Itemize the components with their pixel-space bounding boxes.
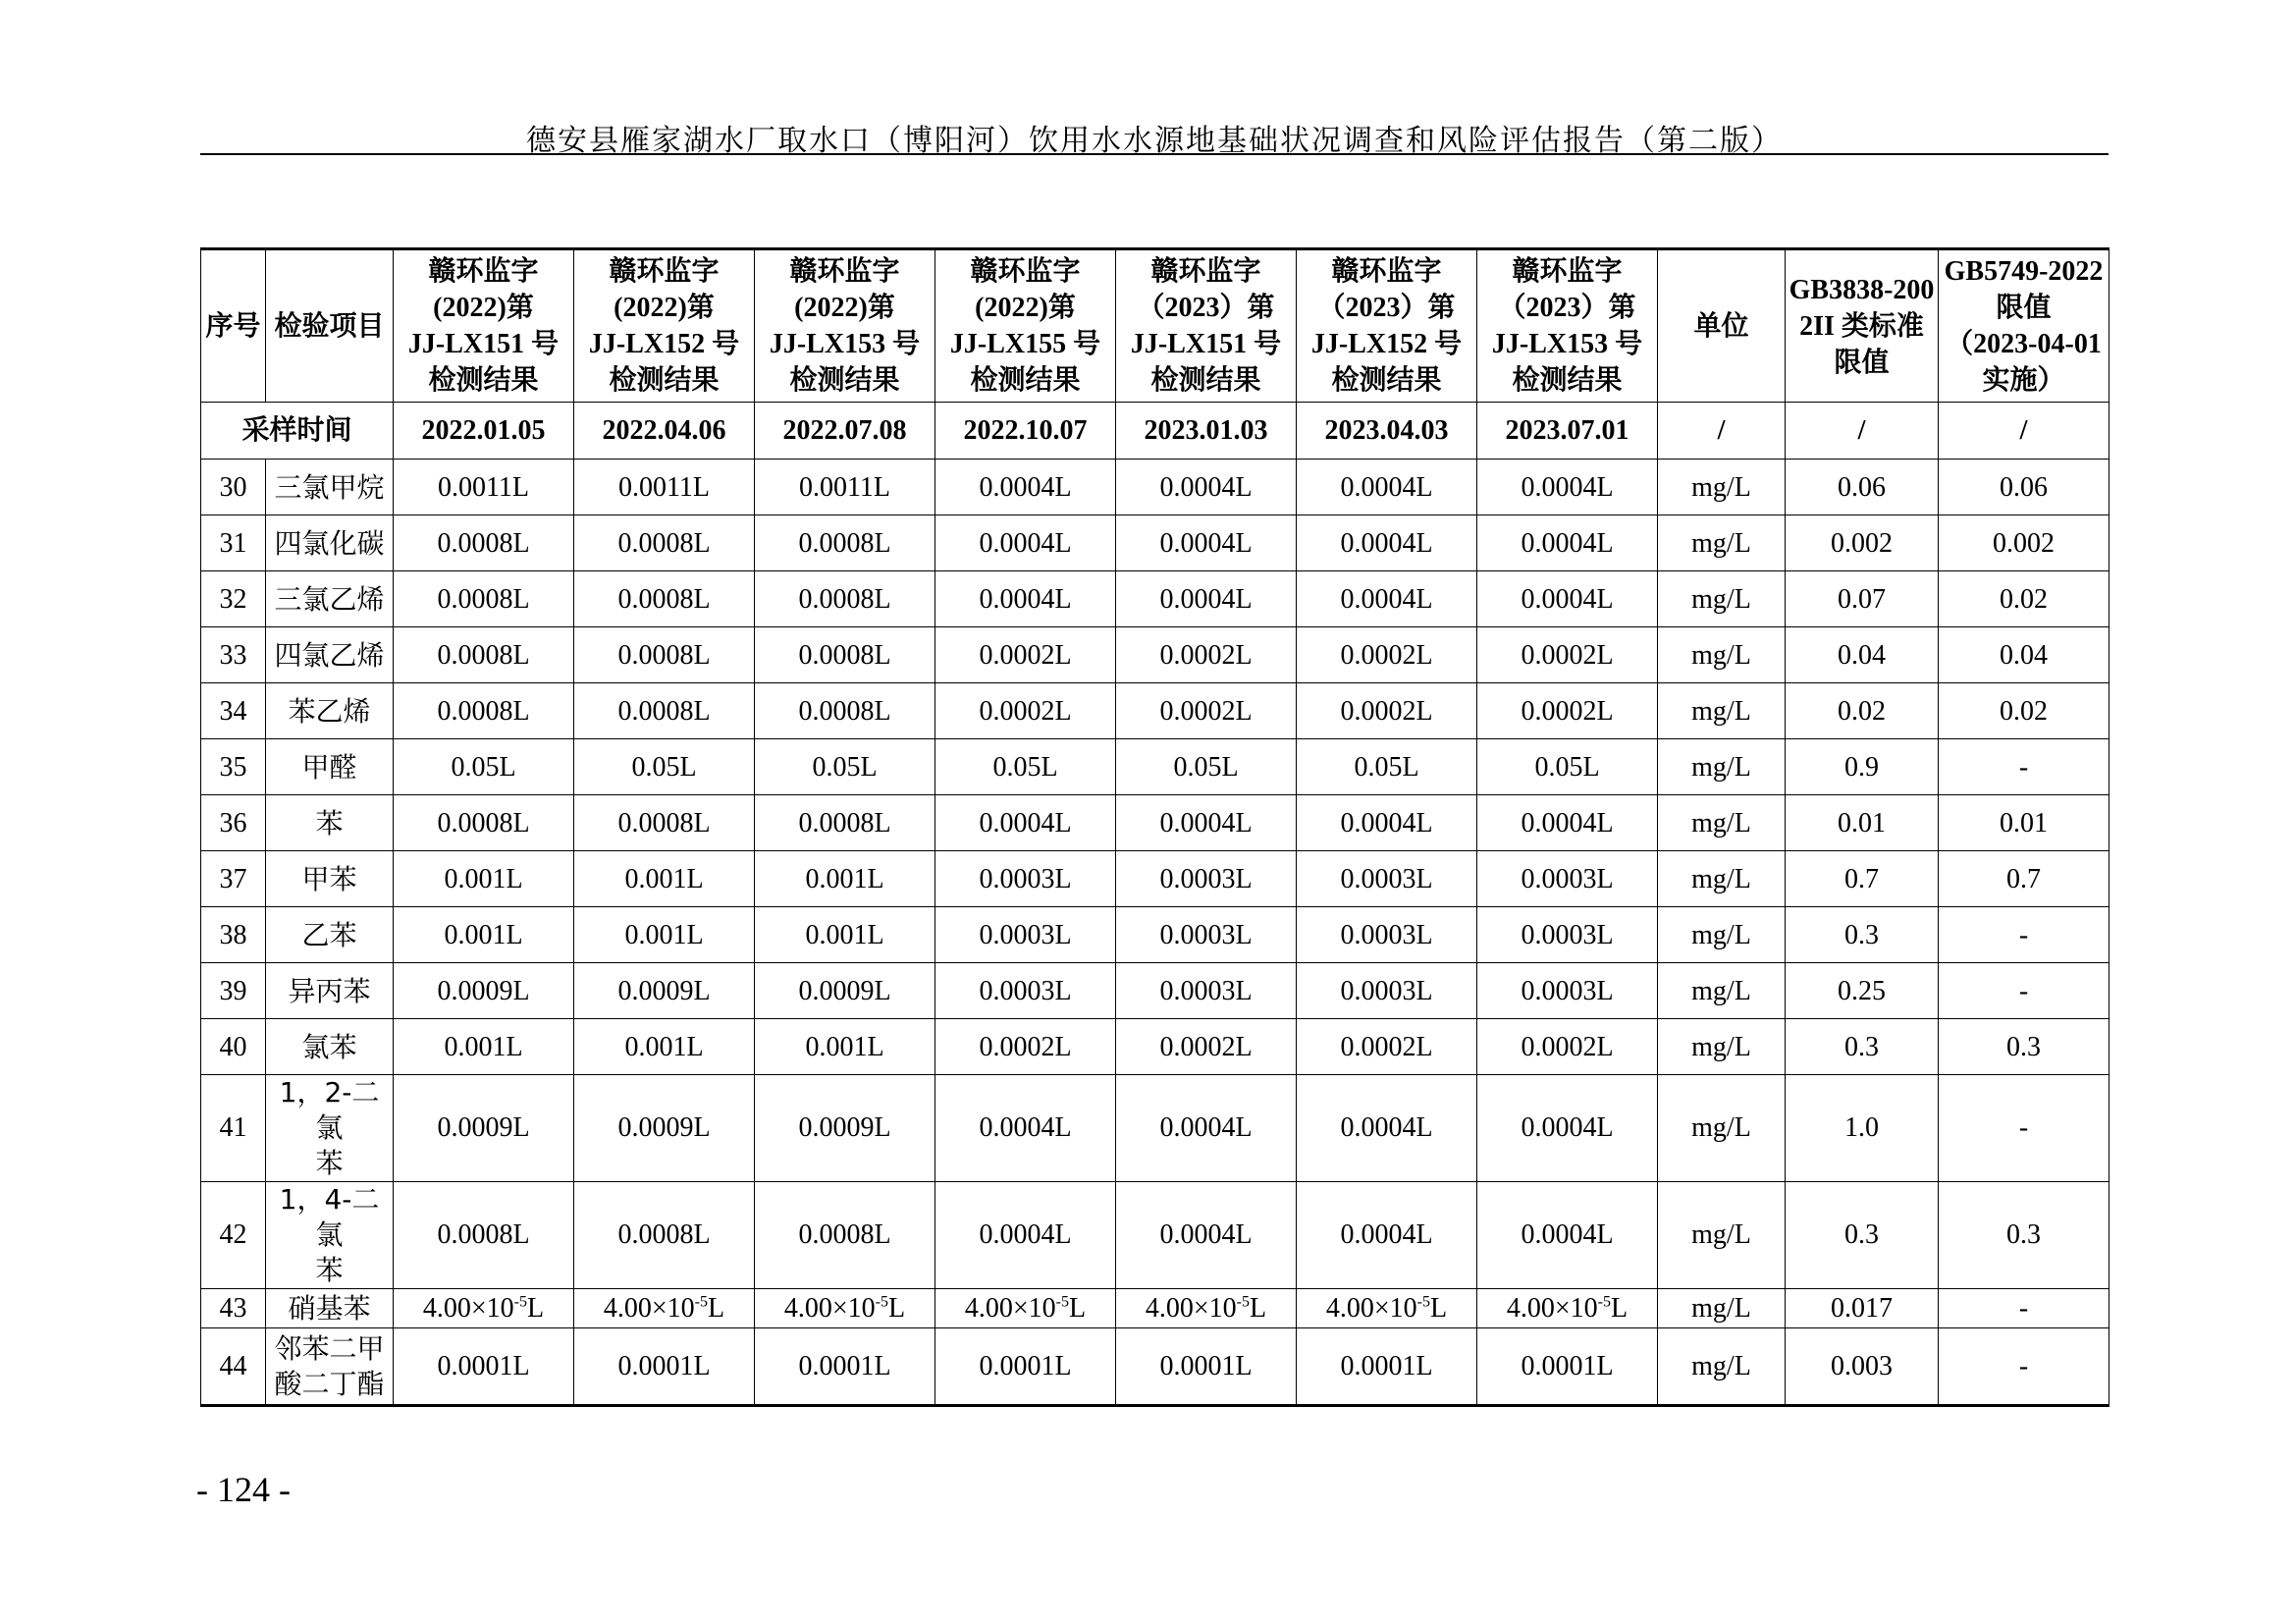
row-value: 0.0004L <box>1297 795 1477 851</box>
row-value: 0.0011L <box>755 460 935 515</box>
row-value: 0.0008L <box>394 1182 574 1289</box>
sampling-date: 2023.07.01 <box>1477 403 1658 460</box>
row-gb5749: 0.02 <box>1939 571 2109 627</box>
row-value: 0.0002L <box>1477 683 1658 739</box>
row-gb3838: 1.0 <box>1786 1075 1939 1182</box>
row-gb3838: 0.7 <box>1786 851 1939 907</box>
row-value: 0.0008L <box>574 1182 755 1289</box>
row-unit: mg/L <box>1658 1019 1786 1075</box>
test-results-table <box>200 247 2109 1407</box>
sampling-date: 2023.01.03 <box>1116 403 1297 460</box>
row-value: 0.0008L <box>574 627 755 683</box>
sampling-date: 2022.10.07 <box>935 403 1116 460</box>
row-value: 0.0009L <box>394 963 574 1019</box>
row-value: 0.0002L <box>1116 627 1297 683</box>
header-item: 检验项目 <box>266 249 394 403</box>
row-value: 0.05L <box>394 739 574 795</box>
row-value: 0.0004L <box>935 571 1116 627</box>
header-seq: 序号 <box>201 249 266 403</box>
row-value: $4.00\times 10^{-5}L$ <box>935 1289 1116 1328</box>
row-value: 0.0008L <box>394 515 574 571</box>
header-rule <box>200 153 2109 155</box>
row-value: 0.0008L <box>574 795 755 851</box>
row-item: 三氯甲烷 <box>266 460 394 515</box>
row-value: 0.0004L <box>935 795 1116 851</box>
row-value: 0.0004L <box>1477 515 1658 571</box>
row-value: 0.0008L <box>755 515 935 571</box>
row-unit: mg/L <box>1658 571 1786 627</box>
row-value: 0.0003L <box>1477 963 1658 1019</box>
row-value: 0.0008L <box>755 1182 935 1289</box>
row-value: 0.0001L <box>1116 1328 1297 1406</box>
row-unit: mg/L <box>1658 907 1786 963</box>
row-gb5749: 0.02 <box>1939 683 2109 739</box>
row-number: 42 <box>201 1182 266 1289</box>
sampling-time-row <box>201 403 2109 460</box>
row-gb3838: 0.3 <box>1786 1182 1939 1289</box>
row-value: 0.001L <box>574 1019 755 1075</box>
table-row <box>201 1019 2109 1075</box>
row-unit: mg/L <box>1658 683 1786 739</box>
row-number: 30 <box>201 460 266 515</box>
row-value: 0.0002L <box>1477 1019 1658 1075</box>
row-value: 0.05L <box>755 739 935 795</box>
table-row <box>201 1328 2109 1406</box>
row-value: 0.0008L <box>755 683 935 739</box>
row-gb5749: - <box>1939 1289 2109 1328</box>
sampling-time-label: 采样时间 <box>201 403 394 460</box>
row-value: 0.0003L <box>1297 851 1477 907</box>
row-value: 0.0008L <box>755 571 935 627</box>
row-gb3838: 0.04 <box>1786 627 1939 683</box>
sampling-date: 2022.07.08 <box>755 403 935 460</box>
row-number: 41 <box>201 1075 266 1182</box>
row-gb3838: 0.3 <box>1786 1019 1939 1075</box>
row-gb3838: 0.3 <box>1786 907 1939 963</box>
row-value: 0.001L <box>394 907 574 963</box>
table-row <box>201 963 2109 1019</box>
header-report-5: 赣环监字 （2023）第 JJ-LX151 号 检测结果 <box>1116 249 1297 403</box>
row-value: 0.05L <box>1477 739 1658 795</box>
row-value: 0.0003L <box>1297 907 1477 963</box>
row-value: 0.0004L <box>1116 460 1297 515</box>
sampling-date: 2022.01.05 <box>394 403 574 460</box>
row-gb3838: 0.002 <box>1786 515 1939 571</box>
row-value: 0.0003L <box>935 851 1116 907</box>
row-gb5749: - <box>1939 907 2109 963</box>
page-number: - 124 - <box>196 1470 291 1509</box>
row-value: 0.001L <box>574 907 755 963</box>
row-value: 0.0002L <box>1116 1019 1297 1075</box>
row-unit: mg/L <box>1658 1328 1786 1406</box>
row-value: 0.0011L <box>394 460 574 515</box>
row-unit: mg/L <box>1658 460 1786 515</box>
row-item: 乙苯 <box>266 907 394 963</box>
header-report-6: 赣环监字 （2023）第 JJ-LX152 号 检测结果 <box>1297 249 1477 403</box>
row-value: 0.0001L <box>1297 1328 1477 1406</box>
row-value: 0.0008L <box>394 795 574 851</box>
row-item: 1，4-二氯 苯 <box>266 1182 394 1289</box>
row-gb3838: 0.06 <box>1786 460 1939 515</box>
row-gb3838: 0.017 <box>1786 1289 1939 1328</box>
header-report-2: 赣环监字 (2022)第 JJ-LX152 号 检测结果 <box>574 249 755 403</box>
row-item: 异丙苯 <box>266 963 394 1019</box>
row-value: 0.0009L <box>394 1075 574 1182</box>
row-number: 31 <box>201 515 266 571</box>
row-number: 37 <box>201 851 266 907</box>
row-value: 0.001L <box>755 907 935 963</box>
row-value: 0.0004L <box>935 515 1116 571</box>
row-value: $4.00\times 10^{-5}L$ <box>1116 1289 1297 1328</box>
row-value: 0.0004L <box>1297 1182 1477 1289</box>
row-value: 0.0001L <box>574 1328 755 1406</box>
row-value: 0.0003L <box>935 907 1116 963</box>
row-value: 0.001L <box>755 1019 935 1075</box>
row-number: 33 <box>201 627 266 683</box>
table-row <box>201 627 2109 683</box>
row-value: $4.00\times 10^{-5}L$ <box>1477 1289 1658 1328</box>
row-value: 0.0008L <box>394 683 574 739</box>
row-item: 氯苯 <box>266 1019 394 1075</box>
row-item: 苯乙烯 <box>266 683 394 739</box>
row-number: 32 <box>201 571 266 627</box>
row-value: 0.0004L <box>1477 460 1658 515</box>
row-unit: mg/L <box>1658 515 1786 571</box>
row-unit: mg/L <box>1658 1075 1786 1182</box>
row-unit: mg/L <box>1658 739 1786 795</box>
row-unit: mg/L <box>1658 963 1786 1019</box>
row-value: 0.0003L <box>1116 907 1297 963</box>
row-gb5749: 0.3 <box>1939 1019 2109 1075</box>
row-gb5749: - <box>1939 1328 2109 1406</box>
row-unit: mg/L <box>1658 851 1786 907</box>
row-unit: mg/L <box>1658 795 1786 851</box>
row-number: 36 <box>201 795 266 851</box>
row-item: 四氯乙烯 <box>266 627 394 683</box>
row-value: 0.0003L <box>1297 963 1477 1019</box>
row-value: 0.05L <box>935 739 1116 795</box>
table-row <box>201 1075 2109 1182</box>
row-value: 0.0003L <box>1477 907 1658 963</box>
row-value: 0.0002L <box>1297 627 1477 683</box>
header-report-1: 赣环监字 (2022)第 JJ-LX151 号 检测结果 <box>394 249 574 403</box>
row-value: $4.00\times 10^{-5}L$ <box>1297 1289 1477 1328</box>
row-gb3838: 0.25 <box>1786 963 1939 1019</box>
row-value: $4.00\times 10^{-5}L$ <box>394 1289 574 1328</box>
row-value: 0.0001L <box>935 1328 1116 1406</box>
sampling-gb3838: / <box>1786 403 1939 460</box>
row-gb5749: 0.3 <box>1939 1182 2109 1289</box>
row-value: 0.0009L <box>755 1075 935 1182</box>
table-row <box>201 795 2109 851</box>
row-value: 0.0004L <box>935 1182 1116 1289</box>
row-value: 0.0008L <box>394 571 574 627</box>
table-row <box>201 1289 2109 1328</box>
table-row <box>201 460 2109 515</box>
row-value: 0.0002L <box>935 683 1116 739</box>
row-value: 0.0003L <box>1116 851 1297 907</box>
table-row <box>201 851 2109 907</box>
running-header: 德安县雁家湖水厂取水口（博阳河）饮用水水源地基础状况调查和风险评估报告（第二版） <box>526 124 1783 158</box>
row-value: 0.001L <box>574 851 755 907</box>
row-item: 1，2-二氯 苯 <box>266 1075 394 1182</box>
row-value: 0.0008L <box>755 795 935 851</box>
row-item: 四氯化碳 <box>266 515 394 571</box>
row-value: 0.0004L <box>1116 795 1297 851</box>
row-value: 0.001L <box>394 851 574 907</box>
row-value: 0.0002L <box>935 1019 1116 1075</box>
row-number: 44 <box>201 1328 266 1406</box>
row-gb5749: 0.01 <box>1939 795 2109 851</box>
row-value: 0.001L <box>755 851 935 907</box>
row-value: 0.0009L <box>574 1075 755 1182</box>
row-value: $4.00\times 10^{-5}L$ <box>755 1289 935 1328</box>
header-gb5749: GB5749-2022 限值 （2023-04-01 实施） <box>1939 249 2109 403</box>
row-value: 0.0004L <box>1297 1075 1477 1182</box>
row-unit: mg/L <box>1658 1289 1786 1328</box>
table-row <box>201 1182 2109 1289</box>
row-value: 0.0004L <box>1297 515 1477 571</box>
row-number: 43 <box>201 1289 266 1328</box>
row-item: 三氯乙烯 <box>266 571 394 627</box>
row-value: 0.0009L <box>755 963 935 1019</box>
sampling-date: 2022.04.06 <box>574 403 755 460</box>
table-row <box>201 907 2109 963</box>
row-value: 0.0004L <box>1116 1075 1297 1182</box>
table-row <box>201 571 2109 627</box>
header-report-7: 赣环监字 （2023）第 JJ-LX153 号 检测结果 <box>1477 249 1658 403</box>
header-unit: 单位 <box>1658 249 1786 403</box>
row-number: 35 <box>201 739 266 795</box>
row-gb3838: 0.02 <box>1786 683 1939 739</box>
row-value: 0.0011L <box>574 460 755 515</box>
row-gb3838: 0.9 <box>1786 739 1939 795</box>
row-value: 0.0003L <box>1477 851 1658 907</box>
row-value: 0.0001L <box>394 1328 574 1406</box>
table-row <box>201 515 2109 571</box>
row-value: 0.0004L <box>935 460 1116 515</box>
sampling-unit: / <box>1658 403 1786 460</box>
row-value: 0.0004L <box>1477 1182 1658 1289</box>
row-value: 0.0004L <box>1477 795 1658 851</box>
row-item: 硝基苯 <box>266 1289 394 1328</box>
row-value: 0.0002L <box>1297 683 1477 739</box>
row-item: 苯 <box>266 795 394 851</box>
row-value: 0.0003L <box>935 963 1116 1019</box>
table-row <box>201 683 2109 739</box>
row-value: 0.0004L <box>1297 571 1477 627</box>
row-gb5749: - <box>1939 1075 2109 1182</box>
row-value: 0.0002L <box>935 627 1116 683</box>
row-value: 0.0008L <box>574 515 755 571</box>
row-value: 0.0004L <box>1116 1182 1297 1289</box>
row-value: 0.0001L <box>1477 1328 1658 1406</box>
row-value: 0.0008L <box>394 627 574 683</box>
row-value: 0.0003L <box>1116 963 1297 1019</box>
row-value: 0.0004L <box>1477 1075 1658 1182</box>
header-gb3838: GB3838-200 2II 类标准 限值 <box>1786 249 1939 403</box>
row-value: $4.00\times 10^{-5}L$ <box>574 1289 755 1328</box>
row-gb3838: 0.003 <box>1786 1328 1939 1406</box>
sampling-gb5749: / <box>1939 403 2109 460</box>
row-gb3838: 0.07 <box>1786 571 1939 627</box>
row-gb5749: 0.7 <box>1939 851 2109 907</box>
row-number: 38 <box>201 907 266 963</box>
row-value: 0.0001L <box>755 1328 935 1406</box>
row-value: 0.0004L <box>1116 515 1297 571</box>
row-value: 0.05L <box>1297 739 1477 795</box>
row-item: 甲醛 <box>266 739 394 795</box>
row-number: 39 <box>201 963 266 1019</box>
row-gb5749: 0.04 <box>1939 627 2109 683</box>
table-header-row <box>201 249 2109 403</box>
row-gb3838: 0.01 <box>1786 795 1939 851</box>
row-item: 邻苯二甲 酸二丁酯 <box>266 1328 394 1406</box>
row-item: 甲苯 <box>266 851 394 907</box>
header-report-4: 赣环监字 (2022)第 JJ-LX155 号 检测结果 <box>935 249 1116 403</box>
row-value: 0.0002L <box>1477 627 1658 683</box>
row-value: 0.05L <box>1116 739 1297 795</box>
row-value: 0.05L <box>574 739 755 795</box>
row-value: 0.0002L <box>1297 1019 1477 1075</box>
row-value: 0.0002L <box>1116 683 1297 739</box>
row-gb5749: 0.06 <box>1939 460 2109 515</box>
row-value: 0.0008L <box>574 571 755 627</box>
table-row <box>201 739 2109 795</box>
row-value: 0.0009L <box>574 963 755 1019</box>
sampling-date: 2023.04.03 <box>1297 403 1477 460</box>
row-number: 40 <box>201 1019 266 1075</box>
row-value: 0.0008L <box>574 683 755 739</box>
row-value: 0.0004L <box>1116 571 1297 627</box>
row-gb5749: 0.002 <box>1939 515 2109 571</box>
row-value: 0.0004L <box>1297 460 1477 515</box>
row-value: 0.0004L <box>1477 571 1658 627</box>
header-report-3: 赣环监字 (2022)第 JJ-LX153 号 检测结果 <box>755 249 935 403</box>
row-gb5749: - <box>1939 963 2109 1019</box>
row-value: 0.0008L <box>755 627 935 683</box>
row-value: 0.001L <box>394 1019 574 1075</box>
row-number: 34 <box>201 683 266 739</box>
row-unit: mg/L <box>1658 1182 1786 1289</box>
row-unit: mg/L <box>1658 627 1786 683</box>
row-gb5749: - <box>1939 739 2109 795</box>
row-value: 0.0004L <box>935 1075 1116 1182</box>
